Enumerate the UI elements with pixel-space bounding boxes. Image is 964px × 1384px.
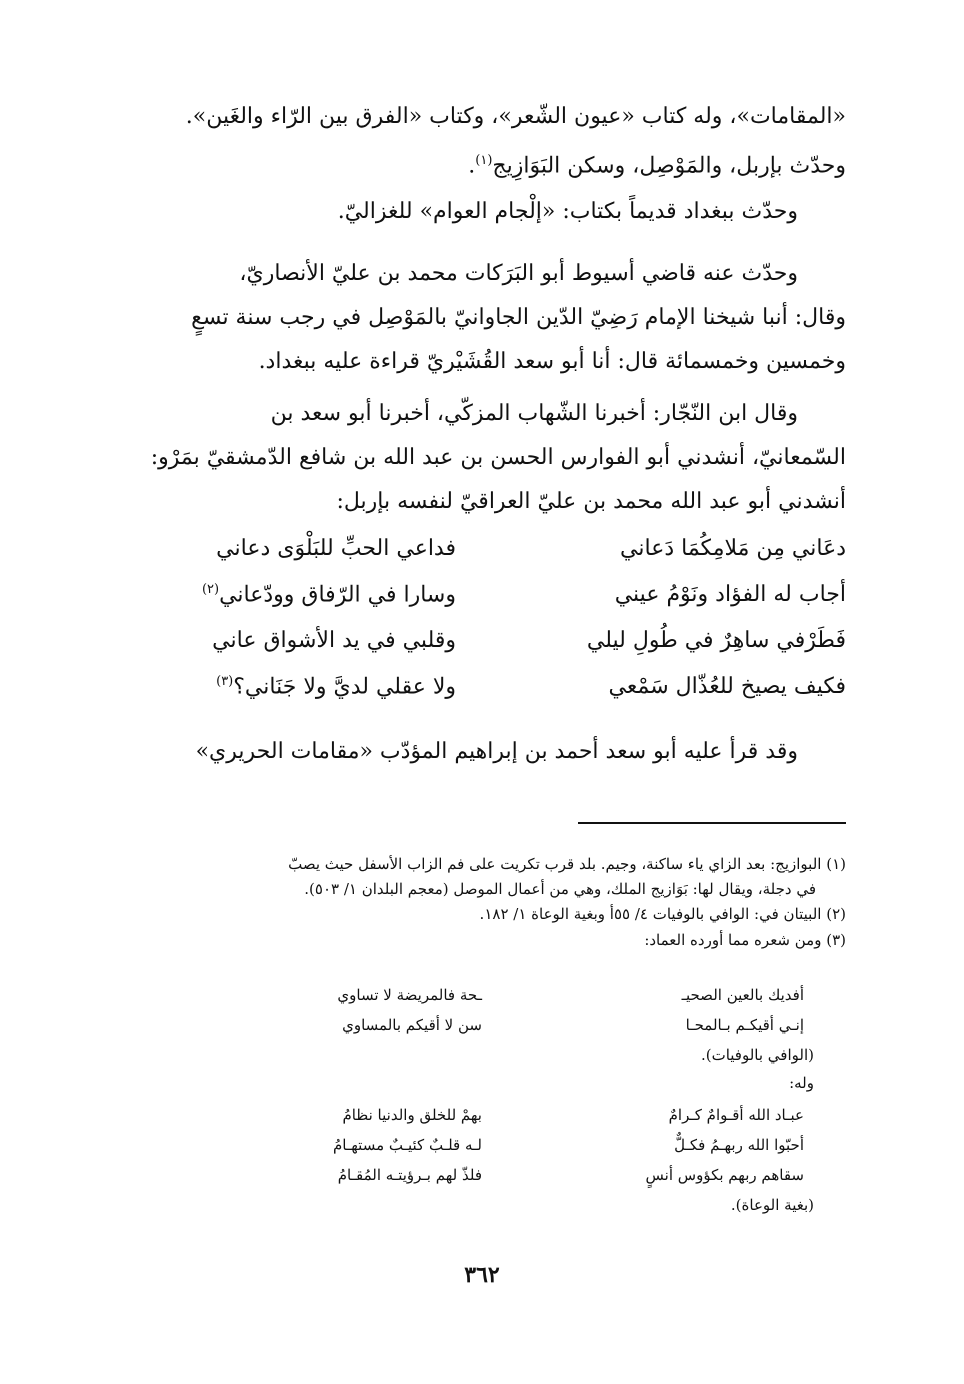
paragraph-line: وقد قرأ عليه أبو سعد أحمد بن إبراهيم المؤدّب «مقامات الحريري» bbox=[195, 739, 798, 764]
verse-line bbox=[116, 674, 846, 718]
footnote-line: (٣) ومن شعره مما أورده العماد: bbox=[644, 931, 846, 949]
footnote-ref[interactable]: (٣) bbox=[216, 674, 234, 689]
footnote-2 bbox=[106, 902, 846, 927]
paragraph-2 bbox=[116, 190, 846, 234]
paragraph-line: وقال ابن النّجّار: أخبرنا الشّهاب المزكّي، أخبرنا أبو سعد بن bbox=[270, 401, 798, 426]
paragraph-4 bbox=[116, 392, 846, 524]
verse-text: ولا عقلي لديَّ ولا جَنَاني؟ bbox=[233, 674, 456, 700]
verse-line bbox=[116, 628, 846, 672]
footnote-verse-first: أحبّوا الله ربهـمُ فكـلٌّ bbox=[674, 1136, 804, 1154]
verse-first-hemistich: فكيف يصيخ للعُذّال سَمْعي bbox=[608, 674, 846, 699]
paragraph-text: وحدّث بإربل، والمَوْصِل، وسكن البَوَازِيج bbox=[492, 153, 846, 179]
footnote-verse-first: عبـاد الله أقـوامٌ كـرامٌ bbox=[668, 1106, 804, 1124]
paragraph-line: وخمسين وخمسمائة قال: أنا أبو سعد القُشَيْريّ قراءة عليه ببغداد. bbox=[258, 349, 846, 374]
verse-first-hemistich: أجاب له الفؤاد ونَوْمُ عيني bbox=[614, 582, 846, 607]
footnote-separator bbox=[578, 822, 846, 824]
verse-line bbox=[116, 536, 846, 580]
footnote-source: (بغية الوعاة). bbox=[730, 1196, 814, 1214]
paragraph-3 bbox=[116, 252, 846, 384]
verse-second-hemistich bbox=[116, 674, 456, 699]
verse-second-hemistich bbox=[116, 582, 456, 607]
paragraph-period: . bbox=[468, 153, 476, 179]
paragraph-line bbox=[116, 139, 846, 188]
footnote-verse-first: سقاهم ربهم بكؤوس أنسٍ bbox=[645, 1166, 804, 1184]
footnote-verse-second: لـه قلـبٌ كئيـبٌ مستهـامُ bbox=[333, 1136, 482, 1154]
footnote-ref[interactable]: (٢) bbox=[201, 582, 220, 597]
footnote-verse-first: إنـي أقيكـم بـالمحـا bbox=[685, 1016, 804, 1034]
footnote-1 bbox=[106, 852, 846, 902]
footnote-3 bbox=[106, 928, 846, 953]
footnote-verse-second: بهمْ للخلق والدنيا نظامُ bbox=[342, 1106, 482, 1124]
paragraph-line: وقال: أنبا شيخنا الإمام رَضِيّ الدّين الجاوانيّ بالمَوْصِل في رجب سنة تسعٍ bbox=[191, 305, 846, 330]
footnote-line: (٢) البيتان في: الوافي بالوفيات ٤/ ٥٥أ وبغية الوعاة ١/ ١٨٢. bbox=[479, 905, 846, 923]
verse-second-hemistich bbox=[116, 628, 456, 653]
paragraph-line: أنشدني أبو عبد الله محمد بن عليّ العراقيّ لنفسه بإربل: bbox=[336, 489, 846, 514]
paragraph-line: وحدّث عنه قاضي أسيوط أبو البَرَكات محمد بن عليّ الأنصاريّ، bbox=[239, 261, 798, 286]
verse-text: وقلبي في يد الأشواق عاني bbox=[212, 628, 456, 653]
verse-first-hemistich: دعَاني مِن مَلامِكُمَا دَعاني bbox=[620, 536, 846, 561]
footnote-source: (الوافي بالوفيات). bbox=[700, 1046, 814, 1064]
page-number: ٣٦٢ bbox=[464, 1262, 500, 1288]
footnote-line: في دجلة، ويقال لها: بَوَازيج الملك، وهي من أعمال الموصل (معجم البلدان ١/ ٥٠٣). bbox=[304, 880, 816, 898]
paragraph-line: «المقامات»، وله كتاب «عيون الشّعر»، وكتاب «الفرق بين الرّاء والغَين». bbox=[185, 104, 846, 129]
footnote-line: (١) البوازيج: بعد الزاي ياء ساكنة، وجيم. بلد قرب تكريت على فم الزاب الأسفل حيث يصبّ bbox=[288, 855, 846, 873]
verse-line bbox=[116, 582, 846, 626]
footnote-ref[interactable]: (١) bbox=[475, 153, 493, 168]
footnote-verse-second: ـحة فالمريضة لا تساوي bbox=[337, 986, 482, 1004]
footnote-verse-second: فلذّ لهم بـرؤيتـه المُقـامُ bbox=[337, 1166, 482, 1184]
paragraph-line: وحدّث ببغداد قديماً بكتاب: «إلْجام العوام» للغزاليّ. bbox=[337, 199, 798, 224]
verse-text: فداعي الحبِّ للبَلْوَى دعاني bbox=[216, 536, 456, 561]
paragraph-line: السّمعانيّ، أنشدني أبو الفوارس الحسن بن عبد الله بن شافع الدّمشقيّ بمَرْو: bbox=[150, 445, 846, 470]
paragraph-5 bbox=[116, 730, 846, 774]
verse-first-hemistich: فَطَرْفي ساهِرٌ في طُولِ ليلي bbox=[586, 628, 846, 653]
verse-second-hemistich bbox=[116, 536, 456, 561]
footnote-label: وله: bbox=[789, 1074, 814, 1092]
footnote-verse-first: أفديك بالعين الصحيـ bbox=[681, 986, 804, 1004]
verse-text: وسارا في الرّفاق وودّعاني bbox=[219, 582, 456, 608]
paragraph-1 bbox=[116, 95, 846, 188]
footnote-verse-second: سن لا أقيكم بالمساوي bbox=[342, 1016, 482, 1034]
